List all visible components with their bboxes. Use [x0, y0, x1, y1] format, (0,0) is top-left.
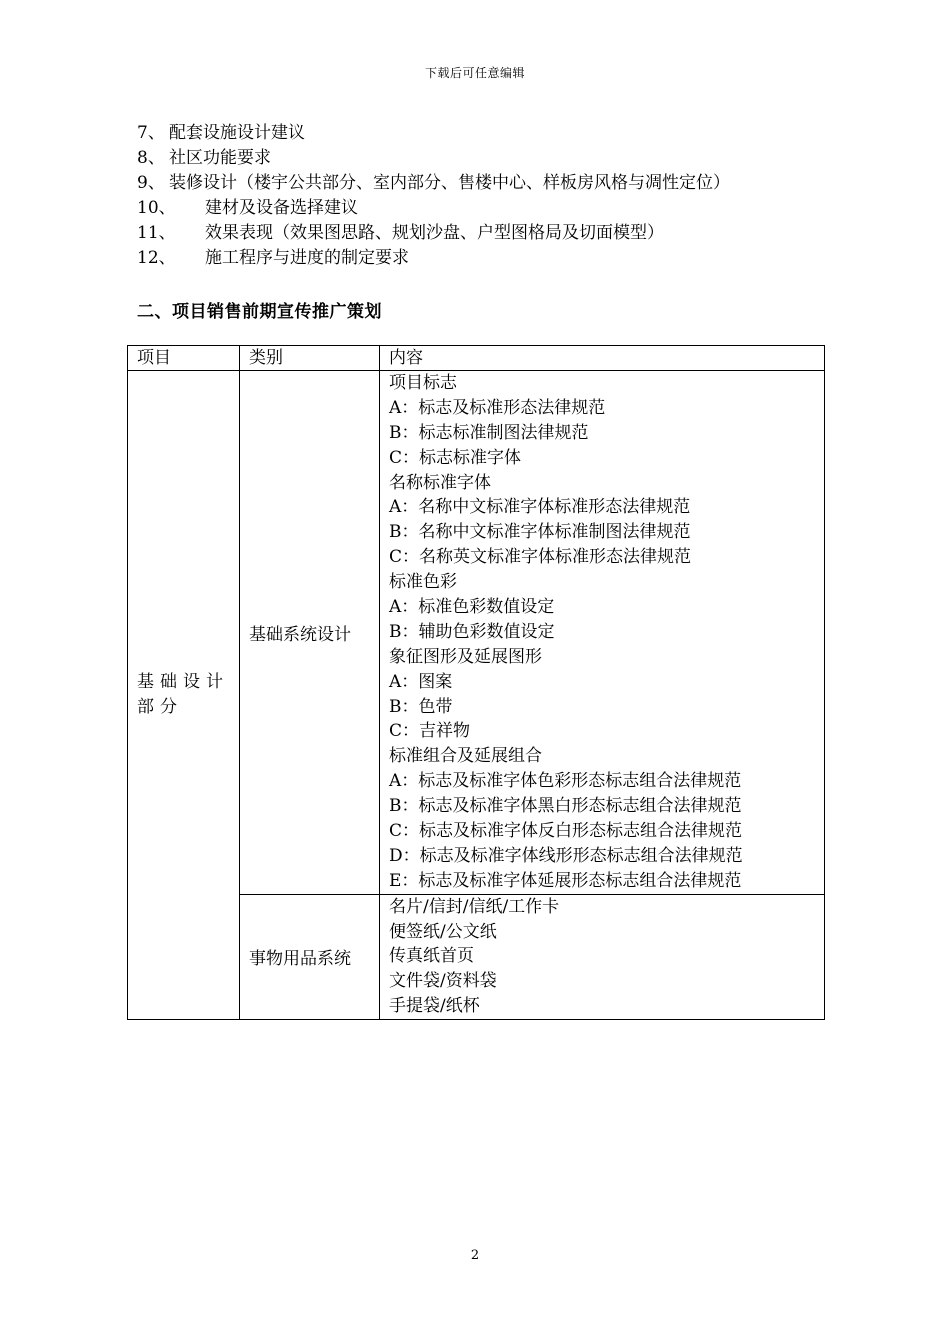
content-line: C：吉祥物: [389, 721, 471, 742]
header-project: 项目: [128, 346, 240, 371]
list-item: [137, 171, 730, 196]
content-line: C：标志标准字体: [389, 447, 522, 468]
content-line: B：标志及标准字体黑白形态标志组合法律规范: [389, 796, 742, 817]
content-line: A：名称中文标准字体标准形态法律规范: [389, 497, 691, 518]
content-line: 象征图形及延展图形: [389, 646, 542, 667]
list-item-number: 12、: [137, 248, 176, 268]
list-item-number: 9、: [137, 173, 165, 193]
category-cell: 基础系统设计: [240, 371, 380, 895]
project-name: 基础设计部分: [137, 672, 229, 718]
list-item-number: 11、: [137, 223, 176, 243]
list-item-text: 配套设施设计建议: [169, 123, 305, 143]
content-line: B：名称中文标准字体标准制图法律规范: [389, 522, 691, 543]
content-line: 便签纸/公文纸: [389, 921, 497, 942]
requirements-list: [137, 121, 730, 271]
content-line: A：标准色彩数值设定: [389, 597, 555, 618]
project-cell: [128, 371, 240, 1020]
content-lines: [389, 895, 815, 1019]
category-cell: 事物用品系统: [240, 894, 380, 1019]
content-line: E：标志及标准字体延展形态标志组合法律规范: [389, 870, 742, 891]
content-line: C：标志及标准字体反白形态标志组合法律规范: [389, 821, 743, 842]
content-line: 标准组合及延展组合: [389, 746, 542, 767]
list-item: [137, 246, 730, 271]
content-line: D：标志及标准字体线形形态标志组合法律规范: [389, 845, 743, 866]
table-row: [128, 371, 825, 895]
content-line: 标准色彩: [389, 572, 457, 593]
content-line: 名称标准字体: [389, 472, 491, 493]
list-item-text: 效果表现（效果图思路、规划沙盘、户型图格局及切面模型）: [205, 223, 664, 243]
list-item-text: 装修设计（楼宇公共部分、室内部分、售楼中心、样板房风格与凋性定位）: [169, 173, 730, 193]
list-item-text: 社区功能要求: [169, 148, 271, 168]
content-line: B：辅助色彩数值设定: [389, 621, 555, 642]
list-item-number: 10、: [137, 198, 176, 218]
table-header-row: [128, 346, 825, 371]
list-item-text: 施工程序与进度的制定要求: [205, 248, 409, 268]
list-item-number: 7、: [137, 123, 165, 143]
content-line: B：标志标准制图法律规范: [389, 422, 589, 443]
content-line: 项目标志: [389, 373, 457, 393]
content-lines: [389, 371, 815, 894]
content-line: C：名称英文标准字体标准形态法律规范: [389, 547, 692, 568]
content-line: B：色带: [389, 696, 453, 717]
content-cell: [380, 371, 825, 895]
content-line: 手提袋/纸杯: [389, 996, 480, 1017]
list-item: [137, 221, 730, 246]
list-item: [137, 146, 730, 171]
content-cell: [380, 894, 825, 1019]
list-item: [137, 121, 730, 146]
list-item-number: 8、: [137, 148, 165, 168]
content-line: 名片/信封/信纸/工作卡: [389, 896, 560, 917]
promotion-plan-table: [127, 345, 825, 1020]
header-category: 类别: [240, 346, 380, 371]
content-line: 文件袋/资料袋: [389, 971, 497, 992]
content-line: A：标志及标准字体色彩形态标志组合法律规范: [389, 771, 742, 792]
list-item: [137, 196, 730, 221]
content-line: 传真纸首页: [389, 946, 474, 967]
content-line: A：标志及标准形态法律规范: [389, 397, 606, 418]
page-number: 2: [470, 1248, 480, 1263]
page-header-note: 下载后可任意编辑: [424, 66, 525, 80]
content-line: A：图案: [389, 671, 453, 692]
section-title: 二、项目销售前期宣传推广策划: [137, 302, 382, 322]
list-item-text: 建材及设备选择建议: [205, 198, 358, 218]
header-content: 内容: [380, 346, 825, 371]
